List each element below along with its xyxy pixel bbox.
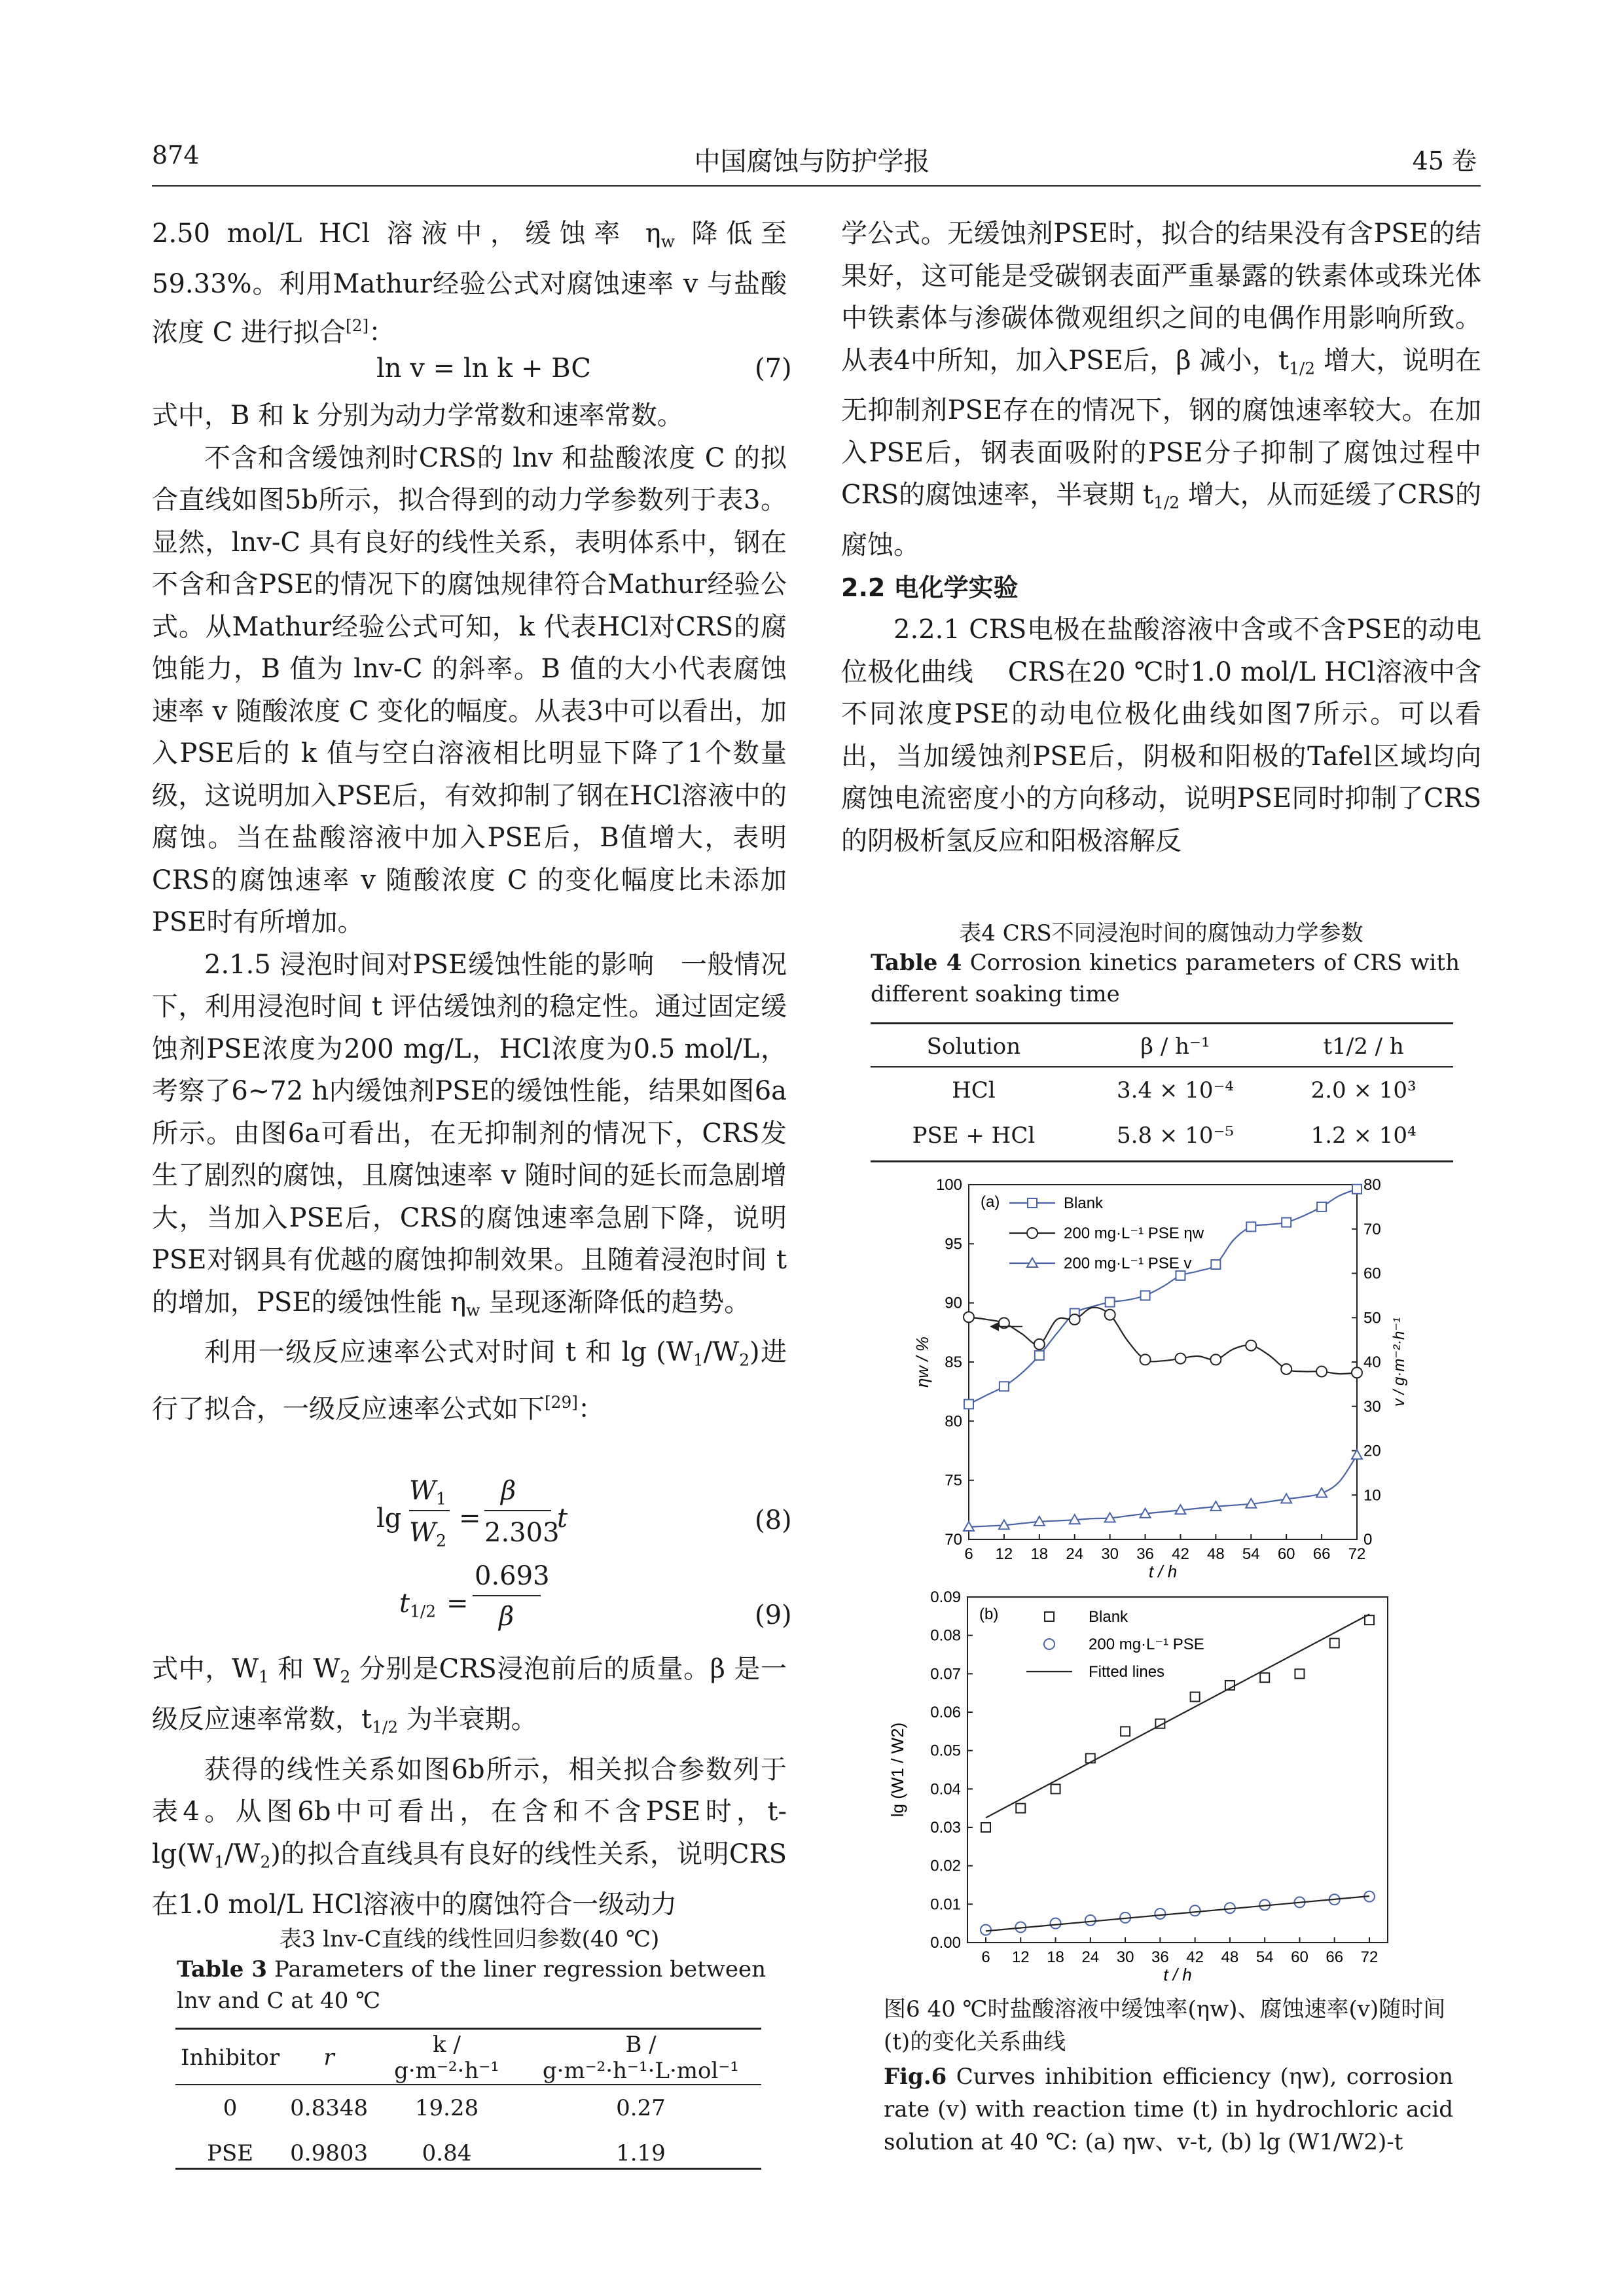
table-4-caption-cn: 表4 CRS不同浸泡时间的腐蚀动力学参数 xyxy=(959,920,1363,946)
series-line-a-1 xyxy=(969,1308,1357,1374)
data-point-b-0 xyxy=(1051,1784,1060,1793)
data-point-a-1 xyxy=(1352,1367,1362,1378)
page-number: 874 xyxy=(152,141,200,170)
data-point-a-0 xyxy=(1141,1291,1150,1300)
y-tick-label-b: 0.00 xyxy=(930,1934,961,1952)
y-tick-label-right-a: 80 xyxy=(1363,1178,1381,1194)
x-tick-label-b: 6 xyxy=(981,1948,990,1966)
series-line-a-2 xyxy=(969,1455,1357,1527)
panel-label-a: (a) xyxy=(981,1193,1000,1211)
y-tick-label-b: 0.07 xyxy=(930,1665,961,1683)
paragraph-1: 2.50 mol/L HCl 溶液中，缓蚀率 $\eta_w$ 降低至 59.33%。利用Mathur经验公式对腐蚀速率 v 与盐酸浓度 C 进行拟合[2]： xyxy=(152,219,787,348)
data-point-b-0 xyxy=(1365,1615,1374,1624)
heading-2-2: 2.2 电化学实验 xyxy=(841,573,1019,602)
x-tick-label-a: 60 xyxy=(1277,1545,1295,1563)
data-point-a-0 xyxy=(1282,1218,1291,1227)
paragraph-6: 式中，$W_1$ 和 $W_2$ 分别是CRS浸泡前后的质量。β 是一级反应速率常数，$t_{1/2}$ 为半衰期。 xyxy=(152,1654,787,1737)
legend-label-b-1: 200 mg·L⁻¹ PSE xyxy=(1089,1636,1204,1653)
data-point-a-0 xyxy=(1352,1185,1362,1194)
x-tick-label-b: 54 xyxy=(1255,1948,1274,1966)
y-tick-label-right-a: 70 xyxy=(1363,1220,1381,1238)
data-point-b-1 xyxy=(1085,1915,1096,1926)
data-point-a-0 xyxy=(1106,1298,1115,1307)
x-axis-label-a: t / h xyxy=(1148,1562,1178,1581)
table-row: HCl 3.4 × 10⁻⁴ 2.0 × 10³ xyxy=(952,1077,1416,1103)
data-point-a-1 xyxy=(1105,1310,1115,1320)
table-3 xyxy=(175,2032,761,2176)
data-point-b-0 xyxy=(1330,1638,1339,1647)
equation-8-number: (8) xyxy=(755,1505,792,1535)
paragraph-r1: 学公式。无缓蚀剂PSE时，拟合的结果没有含PSE的结果好，这可能是受碳钢表面严重暴露的铁素体或珠光体中铁素体与渗碳体微观组织之间的电偶作用影响所致。从表4中所知，加入PSE后，β 减小，$t_{1/2}$ 增大，说明在无抑制剂PSE存在的情况下，钢的腐蚀速率较大。在加入PSE后，钢表面吸附的PSE分子抑制了腐蚀过程中CRS的腐蚀速率，半衰期 $t_{1/2}$ 增大，从而延缓了CRS的腐蚀。 xyxy=(841,219,1481,561)
y-tick-label-b: 0.04 xyxy=(930,1780,961,1799)
data-point-a-1 xyxy=(964,1312,974,1322)
x-tick-label-b: 36 xyxy=(1151,1948,1169,1966)
data-point-a-0 xyxy=(1035,1351,1044,1360)
x-tick-label-a: 18 xyxy=(1030,1545,1049,1563)
right-column xyxy=(841,213,1481,862)
y-axis-label-left-a: ηw / % xyxy=(912,1336,932,1388)
y-tick-label-right-a: 30 xyxy=(1363,1397,1381,1416)
y-tick-label-right-a: 20 xyxy=(1363,1442,1381,1460)
x-tick-label-b: 66 xyxy=(1326,1948,1344,1966)
x-tick-label-b: 18 xyxy=(1047,1948,1064,1966)
paragraph-5: 利用一级反应速率公式对时间 t 和 $\lg (W_1/W_2)$进行了拟合，一级反应速率公式如下[29]： xyxy=(152,1337,787,1425)
data-point-b-0 xyxy=(1016,1804,1025,1813)
equation-7: ln v = ln k + BC xyxy=(376,353,592,384)
data-point-b-1 xyxy=(1155,1909,1165,1919)
y-tick-label-b: 0.01 xyxy=(930,1895,961,1914)
equation-7-number: (7) xyxy=(755,353,792,384)
heading-2-1-5: 2.1.5 浸泡时间对PSE缓蚀性能的影响 xyxy=(204,949,655,980)
legend-marker-a-0 xyxy=(1028,1198,1037,1208)
panel-label-b: (b) xyxy=(979,1605,999,1623)
x-tick-label-a: 48 xyxy=(1207,1545,1225,1563)
x-tick-label-a: 12 xyxy=(995,1545,1013,1563)
x-tick-label-b: 30 xyxy=(1116,1948,1134,1966)
y-axis-label-right-a: v / g·m⁻²·h⁻¹ xyxy=(1390,1318,1408,1407)
legend-label-a-2: 200 mg·L⁻¹ PSE v xyxy=(1064,1255,1192,1272)
legend-marker-b-0 xyxy=(1045,1612,1054,1621)
table-row: 0 0.8348 19.28 0.27 xyxy=(223,2094,666,2121)
data-point-a-1 xyxy=(1316,1366,1327,1376)
data-point-b-0 xyxy=(981,1823,990,1832)
table-3-caption-cn: 表3 lnv-C直线的线性回归参数(40 ℃) xyxy=(279,1926,660,1952)
y-tick-label-left-a: 85 xyxy=(945,1354,962,1371)
y-tick-label-b: 0.02 xyxy=(930,1857,961,1875)
data-point-b-0 xyxy=(1295,1669,1304,1678)
data-point-a-1 xyxy=(1175,1354,1185,1364)
paragraph-4: 2.1.5 浸泡时间对PSE缓蚀性能的影响 一般情况下，利用浸泡时间 t 评估缓蚀剂的稳定性。通过固定缓蚀剂PSE浓度为200 mg/L，HCl浓度为0.5 mol/L，考察了6~72 h内缓蚀剂PSE的缓蚀性能，结果如图6a所示。由图6a可看出，在无抑制剂的情况下，CRS发生了剧烈的腐蚀，且腐蚀速率 v 随时间的延长而急剧增大，当加入PSE后，CRS的腐蚀速率急剧下降，说明PSE对钢具有优越的腐蚀抑制效果。且随着浸泡时间 t 的增加，PSE的缓蚀性能 $\eta_w$ 呈现逐渐降低的趋势。 xyxy=(152,949,787,1319)
x-tick-label-b: 48 xyxy=(1221,1948,1239,1966)
y-tick-label-b: 0.03 xyxy=(930,1819,961,1837)
data-point-a-0 xyxy=(1000,1382,1009,1391)
paragraph-r2: 2.2.1 CRS电极在盐酸溶液中含或不含PSE的动电位极化曲线 CRS在20 ℃时1.0 mol/L HCl溶液中含不同浓度PSE的动电位极化曲线如图7所示。可以看出，当加缓蚀剂PSE后，阴极和阳极的Tafel区域均向腐蚀电流密度小的方向移动，说明PSE同时抑制了CRS的阴极析氢反应和阳极溶解反 xyxy=(841,615,1482,856)
legend-label-a-0: Blank xyxy=(1064,1194,1104,1212)
data-point-a-0 xyxy=(1317,1202,1326,1211)
data-point-a-0 xyxy=(1211,1260,1220,1269)
y-tick-label-b: 0.08 xyxy=(930,1626,961,1645)
x-tick-label-b: 72 xyxy=(1360,1948,1379,1966)
y-tick-label-left-a: 95 xyxy=(945,1235,962,1253)
data-point-b-0 xyxy=(1121,1727,1130,1736)
x-tick-label-b: 24 xyxy=(1081,1948,1100,1966)
table-4 xyxy=(871,1026,1453,1158)
legend-marker-a-1 xyxy=(1027,1228,1038,1238)
data-point-a-1 xyxy=(1281,1364,1291,1374)
paragraph-7: 获得的线性关系如图6b所示，相关拟合参数列于表4。从图6b中可看出，在含和不含PSE时，$t-\lg(W_1/W_2)$的拟合直线具有良好的线性关系，说明CRS在1.0 mol/L HCl溶液中的腐蚀符合一级动力 xyxy=(152,1754,787,1920)
x-tick-label-b: 42 xyxy=(1186,1948,1204,1966)
x-tick-label-a: 66 xyxy=(1312,1545,1331,1563)
figure-6-caption-en: Fig.6 Curves inhibition efficiency (ηw), corrosion rate (v) with reaction time (t) in hydrochloric acid solution at 40 ℃: (a) ηw、v-t, (b) lg (W1/W2)-t xyxy=(884,2064,1453,2155)
y-tick-label-left-a: 90 xyxy=(945,1294,962,1312)
x-tick-label-a: 72 xyxy=(1348,1545,1366,1563)
data-point-b-1 xyxy=(1051,1918,1061,1929)
x-tick-label-a: 6 xyxy=(964,1545,973,1563)
data-point-a-2 xyxy=(1316,1488,1327,1498)
y-tick-label-left-a: 80 xyxy=(945,1412,962,1431)
y-tick-label-left-a: 75 xyxy=(945,1471,962,1490)
left-column xyxy=(152,213,787,354)
y-tick-label-right-a: 40 xyxy=(1363,1354,1381,1371)
legend-label-a-1: 200 mg·L⁻¹ PSE ηw xyxy=(1064,1225,1204,1242)
y-tick-label-right-a: 0 xyxy=(1363,1531,1373,1549)
fitted-line-b-1 xyxy=(986,1896,1369,1931)
data-point-a-1 xyxy=(1246,1340,1256,1351)
table-4-header: Solution β / h⁻¹ t1/2 / h xyxy=(871,1026,1453,1067)
y-tick-label-left-a: 70 xyxy=(945,1531,962,1549)
data-point-a-1 xyxy=(1140,1354,1151,1365)
y-tick-label-right-a: 10 xyxy=(1363,1486,1381,1505)
data-point-a-1 xyxy=(1210,1354,1221,1365)
x-tick-label-b: 60 xyxy=(1291,1948,1308,1966)
legend-label-b-2: Fitted lines xyxy=(1089,1663,1165,1681)
data-point-a-0 xyxy=(964,1399,973,1408)
volume-label: 45 卷 xyxy=(1412,147,1477,175)
left-column-tail xyxy=(152,1648,787,1926)
x-tick-label-a: 30 xyxy=(1101,1545,1119,1563)
legend-marker-b-1 xyxy=(1044,1639,1055,1649)
heading-2-2-1: 2.2.1 CRS电极在盐酸溶液中含或不含PSE的动电位极化曲线 xyxy=(841,615,1481,687)
x-tick-label-a: 36 xyxy=(1136,1545,1154,1563)
y-tick-label-right-a: 60 xyxy=(1363,1265,1381,1283)
x-tick-label-a: 24 xyxy=(1066,1545,1084,1563)
data-point-a-1 xyxy=(1070,1314,1080,1325)
figure-6-caption-cn: 图6 40 ℃时盐酸溶液中缓蚀率(ηw)、腐蚀速率(v)随时间(t)的变化关系曲线 xyxy=(884,1996,1446,2055)
y-axis-label-b: lg (W1 / W2) xyxy=(888,1722,907,1818)
data-point-b-0 xyxy=(1260,1673,1269,1682)
paragraph-2: 式中，B 和 k 分别为动力学常数和速率常数。 xyxy=(152,401,683,431)
y-tick-label-right-a: 50 xyxy=(1363,1309,1381,1327)
y-tick-label-b: 0.05 xyxy=(930,1742,961,1760)
table-3-caption-en: Table 3 Parameters of the liner regression between lnv and C at 40 ℃ xyxy=(177,1956,766,2014)
left-column-body xyxy=(152,395,787,1431)
data-point-b-0 xyxy=(1191,1693,1200,1702)
table-row: PSE 0.9803 0.84 1.19 xyxy=(207,2140,666,2166)
equation-9-number: (9) xyxy=(755,1600,792,1630)
legend-label-b-0: Blank xyxy=(1089,1608,1128,1626)
table-row: PSE + HCl 5.8 × 10⁻⁵ 1.2 × 10⁴ xyxy=(912,1122,1416,1149)
data-point-b-1 xyxy=(981,1925,991,1935)
y-tick-label-b: 0.06 xyxy=(930,1704,961,1721)
paragraph-3: 不含和含缓蚀剂时CRS的 lnv 和盐酸浓度 C 的拟合直线如图5b所示，拟合得到的动力学参数列于表3。显然，lnv-C 具有良好的线性关系，表明体系中，钢在不含和含PSE的情况下的腐蚀规律符合Mathur经验公式。从Mathur经验公式可知，k 代表HCl对CRS的腐蚀能力，B 值为 lnv-C 的斜率。B 值的大小代表腐蚀速率 v 随酸浓度 C 变化的幅度。从表3中可以看出，加入PSE后的 k 值与空白溶液相比明显下降了1个数量级，这说明加入PSE后，有效抑制了钢在HCl溶液中的腐蚀。当在盐酸溶液中加入PSE后，B值增大，表明CRS的腐蚀速率 v 随酸浓度 C 的变化幅度比未添加PSE时有所增加。 xyxy=(152,442,787,937)
data-point-b-1 xyxy=(1190,1905,1200,1916)
axis-arrow-head-a xyxy=(990,1322,999,1331)
figure-6 xyxy=(871,1178,1460,1983)
x-axis-label-b: t / h xyxy=(1163,1965,1192,1983)
data-point-a-0 xyxy=(1246,1222,1255,1231)
header-rule xyxy=(152,185,1481,187)
journal-title: 中国腐蚀与防护学报 xyxy=(694,147,930,177)
y-tick-label-left-a: 100 xyxy=(935,1178,962,1194)
data-point-a-1 xyxy=(1034,1339,1045,1350)
table-4-caption-en: Table 4 Corrosion kinetics parameters of CRS with different soaking time xyxy=(871,950,1460,1007)
x-tick-label-a: 54 xyxy=(1242,1545,1260,1563)
x-tick-label-b: 12 xyxy=(1011,1948,1030,1966)
table-3-header: Inhibitor r k / g·m⁻²·h⁻¹ B / g·m⁻²·h⁻¹·L·mol⁻¹ xyxy=(175,2032,761,2085)
x-tick-label-a: 42 xyxy=(1172,1545,1189,1563)
y-tick-label-b: 0.09 xyxy=(930,1588,961,1606)
